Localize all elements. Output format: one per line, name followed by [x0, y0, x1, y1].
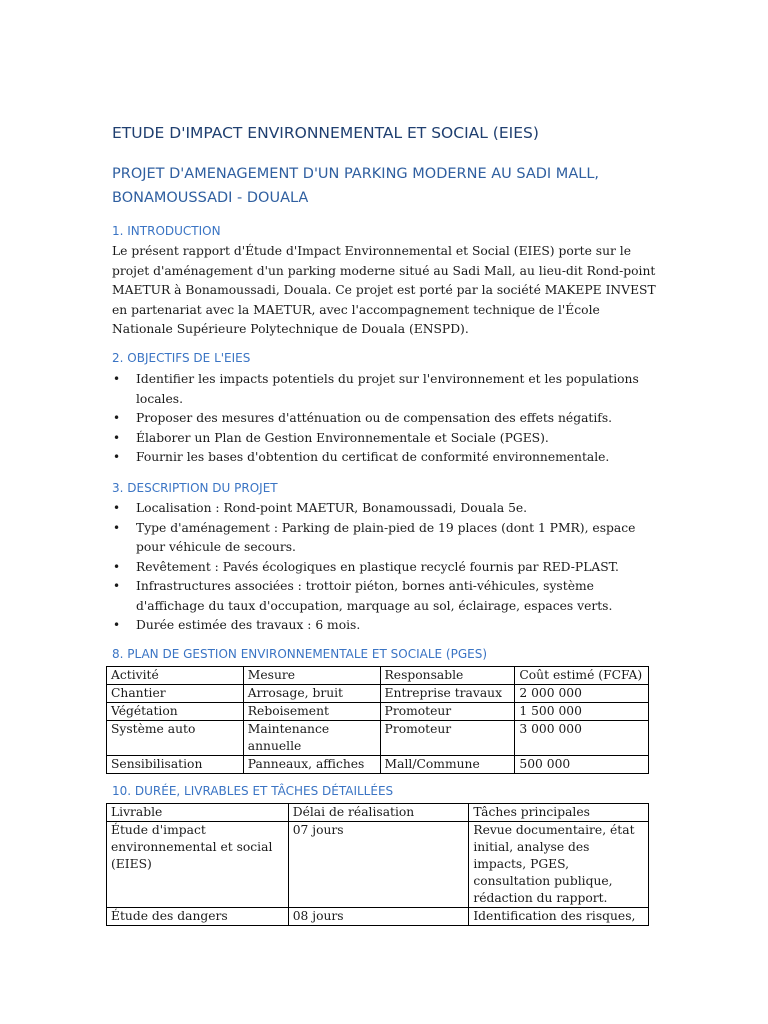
table-cell: Chantier	[107, 685, 244, 703]
section-heading-livrables: 10. DURÉE, LIVRABLES ET TÂCHES DÉTAILLÉES	[112, 784, 394, 798]
list-item: • Durée estimée des travaux : 6 mois.	[112, 616, 657, 636]
table-header-row	[107, 667, 649, 685]
bullet-icon: •	[113, 520, 121, 535]
table-cell: Étude des dangers	[107, 908, 289, 926]
table-cell: 500 000	[515, 756, 649, 774]
table-cell: Arrosage, bruit	[243, 685, 380, 703]
section-heading-description: 3. DESCRIPTION DU PROJET	[112, 481, 278, 495]
bullet-icon: •	[113, 618, 121, 632]
table-cell: Végétation	[107, 703, 244, 721]
table-header-cell: Activité	[107, 667, 244, 685]
list-item: • Infrastructures associées : trottoir piéton, bornes anti-véhicules, système d'affichage du taux d'occupation, marquage au sol, éclairage, espaces verts.	[113, 579, 613, 613]
table-cell: Promoteur	[380, 721, 515, 756]
table-row	[107, 703, 649, 721]
bullet-icon: •	[113, 430, 121, 445]
table-row	[107, 822, 649, 908]
section-heading-introduction: 1. INTRODUCTION	[112, 224, 221, 238]
table-cell: Reboisement	[243, 703, 380, 721]
bullet-icon: •	[113, 411, 121, 425]
table-cell: 2 000 000	[515, 685, 649, 703]
table-header-cell: Coût estimé (FCFA)	[515, 667, 649, 685]
list-item: • Type d'aménagement : Parking de plain-pied de 19 places (dont 1 PMR), espace pour véhicule de secours.	[113, 520, 636, 554]
table-cell: Étude d'impact environnemental et social (EIES)	[107, 822, 289, 908]
table-cell: 1 500 000	[515, 703, 649, 721]
section-heading-pges: 8. PLAN DE GESTION ENVIRONNEMENTALE ET SOCIALE (PGES)	[112, 647, 488, 661]
table-cell: 3 000 000	[515, 721, 649, 756]
bullet-icon: •	[113, 559, 121, 574]
table-cell: Identification des risques,	[469, 908, 649, 926]
table-cell: 07 jours	[288, 822, 469, 908]
pges-table	[106, 666, 649, 774]
objectifs-list	[112, 370, 657, 468]
table-cell: Mall/Commune	[380, 756, 515, 774]
bullet-icon: •	[113, 372, 121, 386]
section-heading-objectifs: 2. OBJECTIFS DE L'EIES	[112, 351, 251, 365]
table-header-cell: Mesure	[243, 667, 380, 685]
table-header-cell: Livrable	[107, 804, 289, 822]
list-item: • Proposer des mesures d'atténuation ou de compensation des effets négatifs.	[112, 409, 657, 429]
list-item: • Élaborer un Plan de Gestion Environnementale et Sociale (PGES).	[112, 429, 657, 449]
table-row	[107, 685, 649, 703]
table-row	[107, 908, 649, 926]
document-subtitle: PROJET D'AMENAGEMENT D'UN PARKING MODERNE AU SADI MALL, BONAMOUSSADI - DOUALA	[112, 166, 600, 206]
bullet-icon: •	[113, 450, 121, 464]
bullet-icon: •	[113, 501, 121, 515]
table-header-row	[107, 804, 649, 822]
table-cell: Panneaux, affiches	[243, 756, 380, 774]
list-item: • Revêtement : Pavés écologiques en plastique recyclé fournis par RED-PLAST.	[112, 558, 657, 578]
introduction-paragraph: Le présent rapport d'Étude d'Impact Environnemental et Social (EIES) porte sur le projet d'aménagement d'un parking moderne situé au Sadi Mall, au lieu-dit Rond-point MAETUR à Bonamoussadi, Douala. Ce projet est porté par la société MAKEPE INVEST en partenariat avec la MAETUR, avec l'accompagnement technique de l'École Nationale Supérieure Polytechnique de Douala (ENSPD).	[112, 244, 656, 336]
table-cell: Maintenance annuelle	[243, 721, 380, 756]
table-cell: 08 jours	[288, 908, 469, 926]
table-cell: Entreprise travaux	[380, 685, 515, 703]
list-item: • Identifier les impacts potentiels du projet sur l'environnement et les populations locales.	[113, 372, 639, 406]
table-row	[107, 756, 649, 774]
table-cell: Système auto	[107, 721, 244, 756]
list-item: • Localisation : Rond-point MAETUR, Bonamoussadi, Douala 5e.	[112, 499, 657, 519]
table-header-cell: Responsable	[380, 667, 515, 685]
list-item: • Fournir les bases d'obtention du certificat de conformité environnementale.	[112, 448, 657, 468]
table-cell: Sensibilisation	[107, 756, 244, 774]
table-cell: Revue documentaire, état initial, analyse des impacts, PGES, consultation publique, rédaction du rapport.	[469, 822, 649, 908]
description-list	[112, 499, 657, 636]
table-header-cell: Délai de réalisation	[288, 804, 469, 822]
table-cell: Promoteur	[380, 703, 515, 721]
table-row	[107, 721, 649, 756]
livrables-table	[106, 803, 649, 926]
document-title: ETUDE D'IMPACT ENVIRONNEMENTAL ET SOCIAL (EIES)	[112, 124, 539, 142]
bullet-icon: •	[113, 579, 121, 593]
table-header-cell: Tâches principales	[469, 804, 649, 822]
